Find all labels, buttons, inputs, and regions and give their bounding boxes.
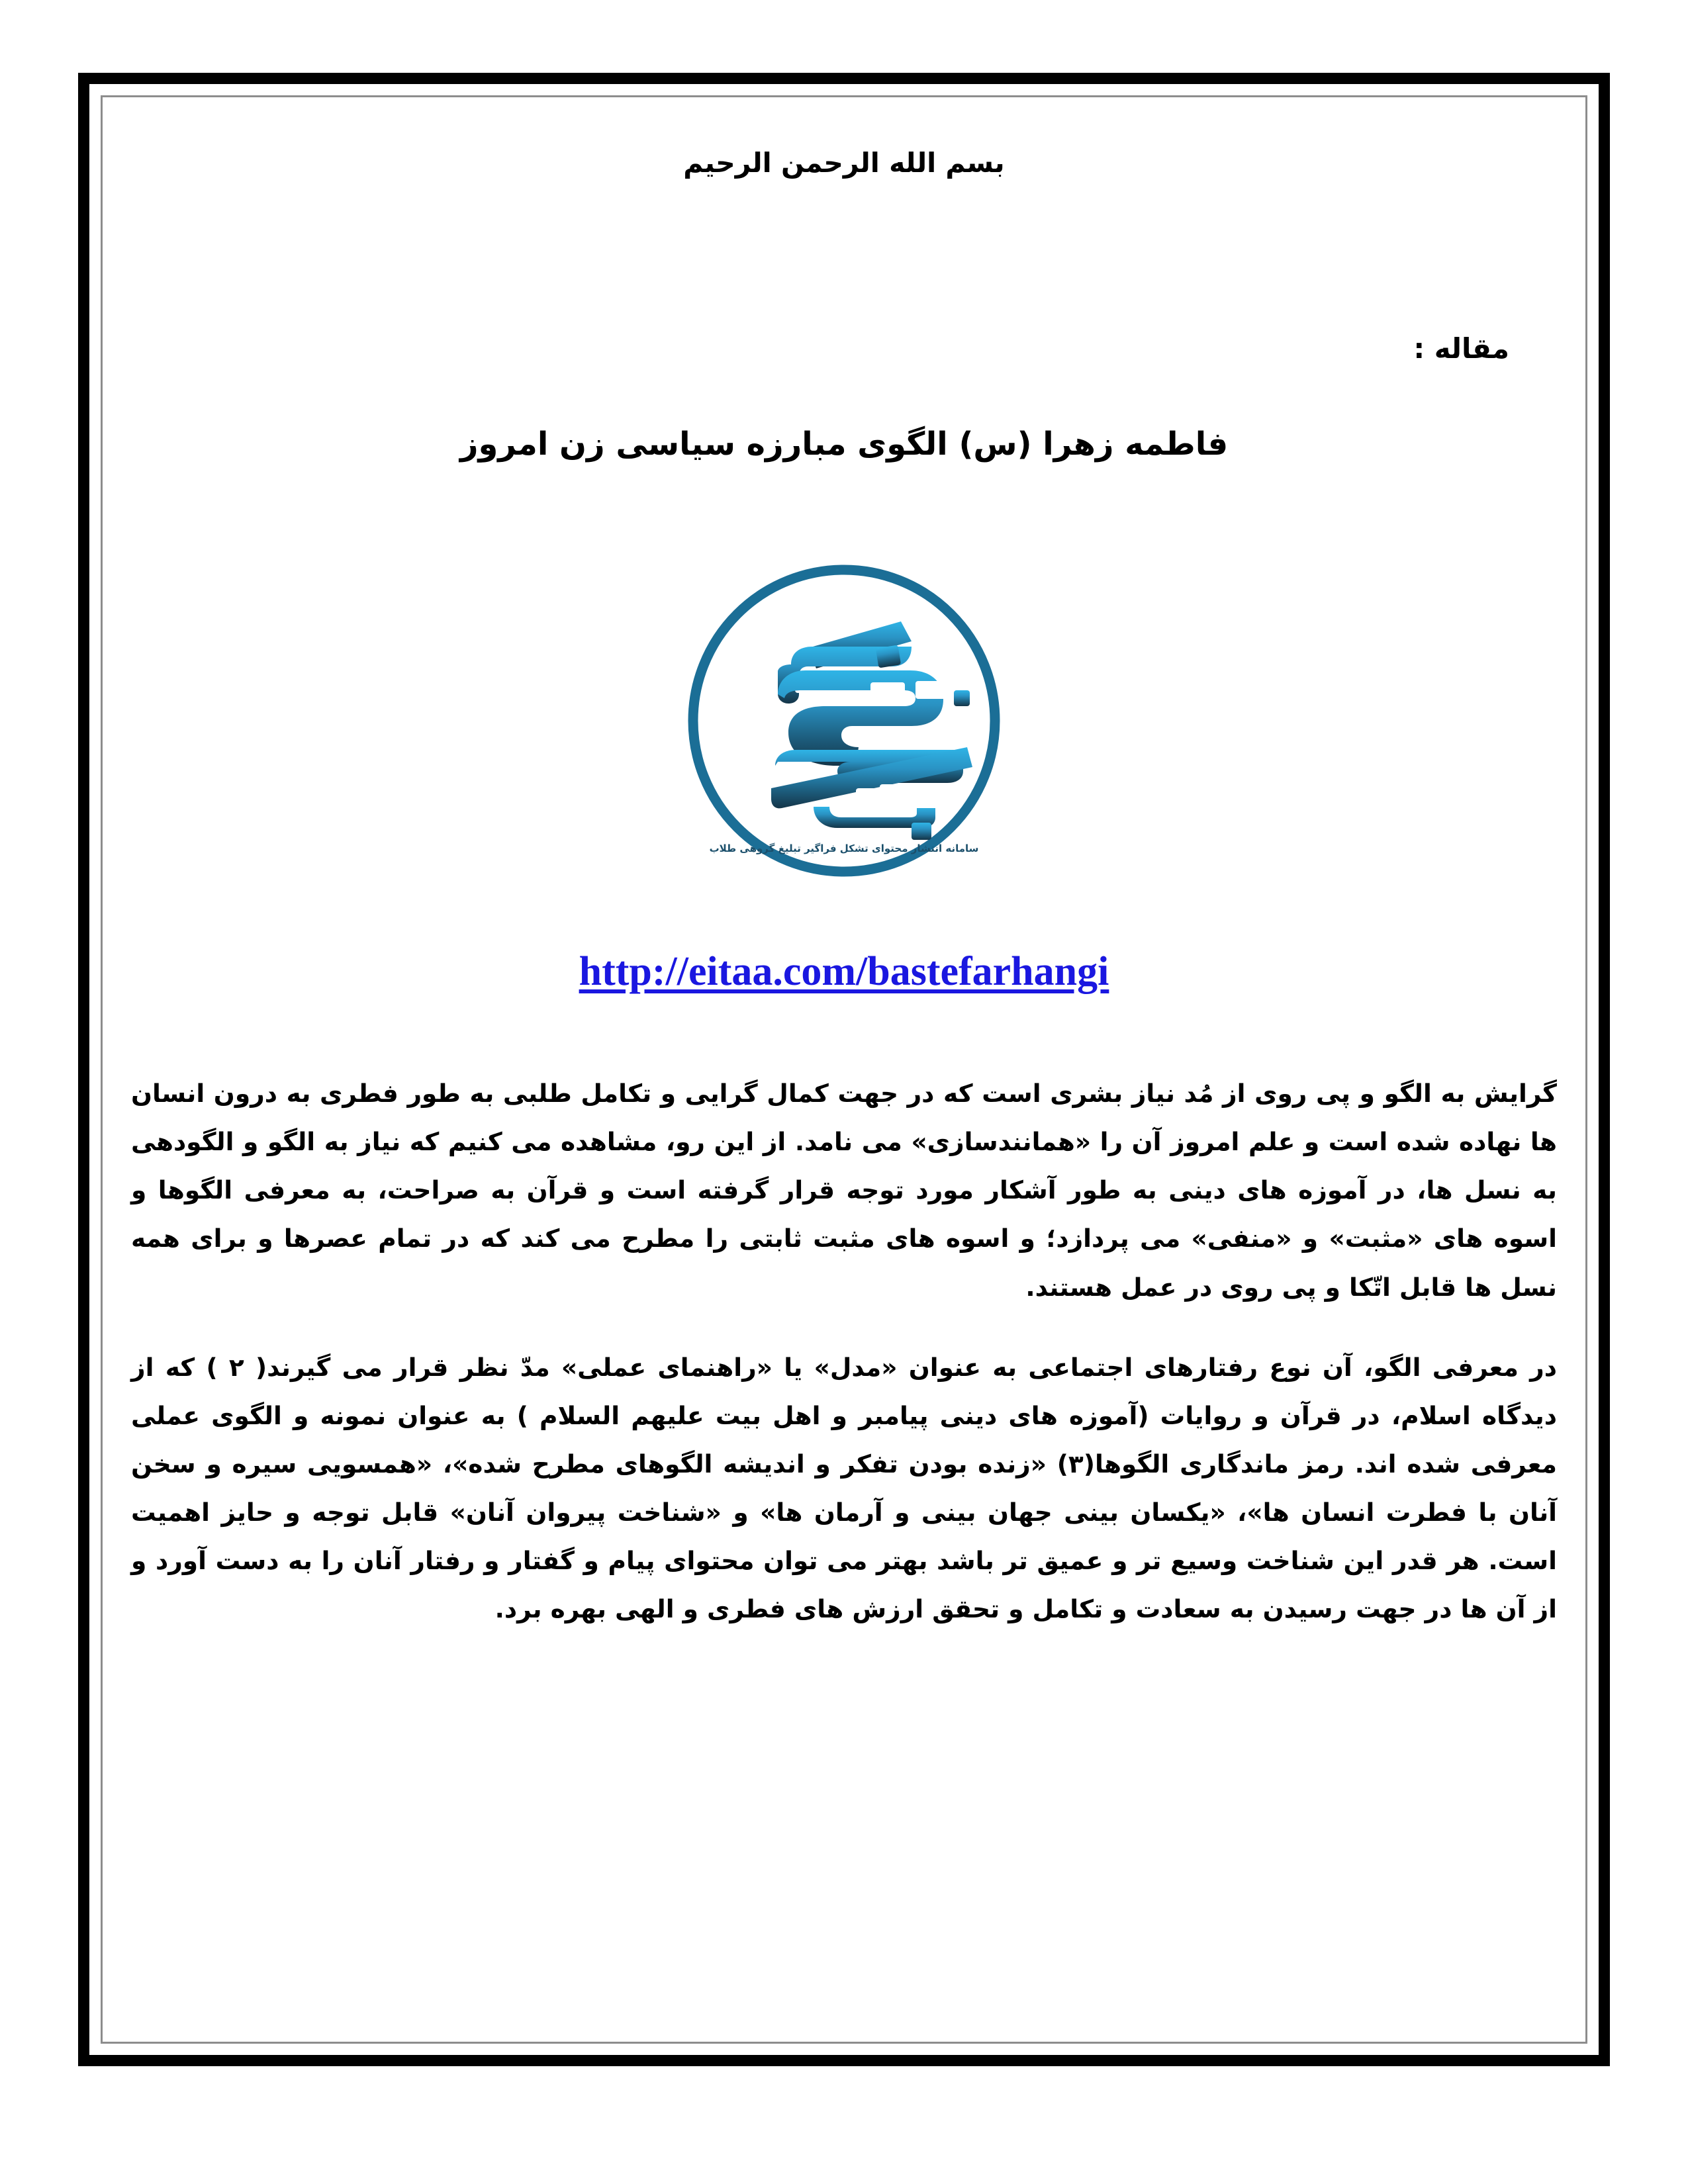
logo-tagline: سامانه انتشار محتوای تشکل فراگیر تبلیغ گروهی طلاب xyxy=(709,842,979,854)
article-body xyxy=(119,1069,1569,1633)
page-title: فاطمه زهرا (س) الگوی مبارزه سیاسی زن امروز xyxy=(459,426,1229,463)
logo-svg xyxy=(679,555,1009,886)
page-content xyxy=(119,99,1569,2041)
basmala-heading: بسم الله الرحمن الرحیم xyxy=(683,147,1005,179)
link-container xyxy=(119,948,1569,995)
eitaa-channel-link[interactable]: http://eitaa.com/bastefarhangi xyxy=(579,949,1109,994)
paragraph-1: گرایش به الگو و پی روی از مُد نیاز بشری است که در جهت کمال گرایی و تکامل طلبی به طور فطری به درون انسان ها نهاده شده است و علم امروز آن را «همانندسازی» می نامد. از این رو، مشاهده می کنیم که نیاز به الگو و الگودهی به نسل ها، در آموزه های دینی به طور آشکار مورد توجه قرار گرفته است و قرآن به صراحت، به معرفی الگوها و اسوه های «مثبت» و «منفی» می پردازد؛ و اسوه های مثبت ثابتی را مطرح می کند که در تمام عصرها و برای همه نسل ها قابل اتّکا و پی روی در عمل هستند. xyxy=(131,1079,1557,1302)
logo-container xyxy=(119,555,1569,886)
baste-farhangi-logo xyxy=(679,555,1009,886)
article-label: مقاله : xyxy=(1413,332,1509,365)
logo-calligraphy xyxy=(771,621,972,840)
paragraph-2: در معرفی الگو، آن نوع رفتارهای اجتماعی به عنوان «مدل» یا «راهنمای عملی» مدّ نظر قرار می گیرند( ۲ ) که از دیدگاه اسلام، در قرآن و روایات (آموزه های دینی پیامبر و اهل بیت علیهم السلام ) به عنوان نمونه و الگوی عملی معرفی شده اند. رمز ماندگاری الگوها(۳) «زنده بودن تفکر و اندیشه الگوهای مطرح شده»، «همسویی سیره و سخن آنان با فطرت انسان ها»، «یکسان بینی جهان بینی و آرمان ها» و «شناخت پیروان آنان» قابل توجه و حایز اهمیت است. هر قدر این شناخت وسیع تر و عمیق تر باشد بهتر می توان محتوای پیام و گفتار و رفتار آنان را به دست آورد و از آن ها در جهت رسیدن به سعادت و تکامل و تحقق ارزش های فطری و الهی بهره برد. xyxy=(131,1352,1558,1624)
